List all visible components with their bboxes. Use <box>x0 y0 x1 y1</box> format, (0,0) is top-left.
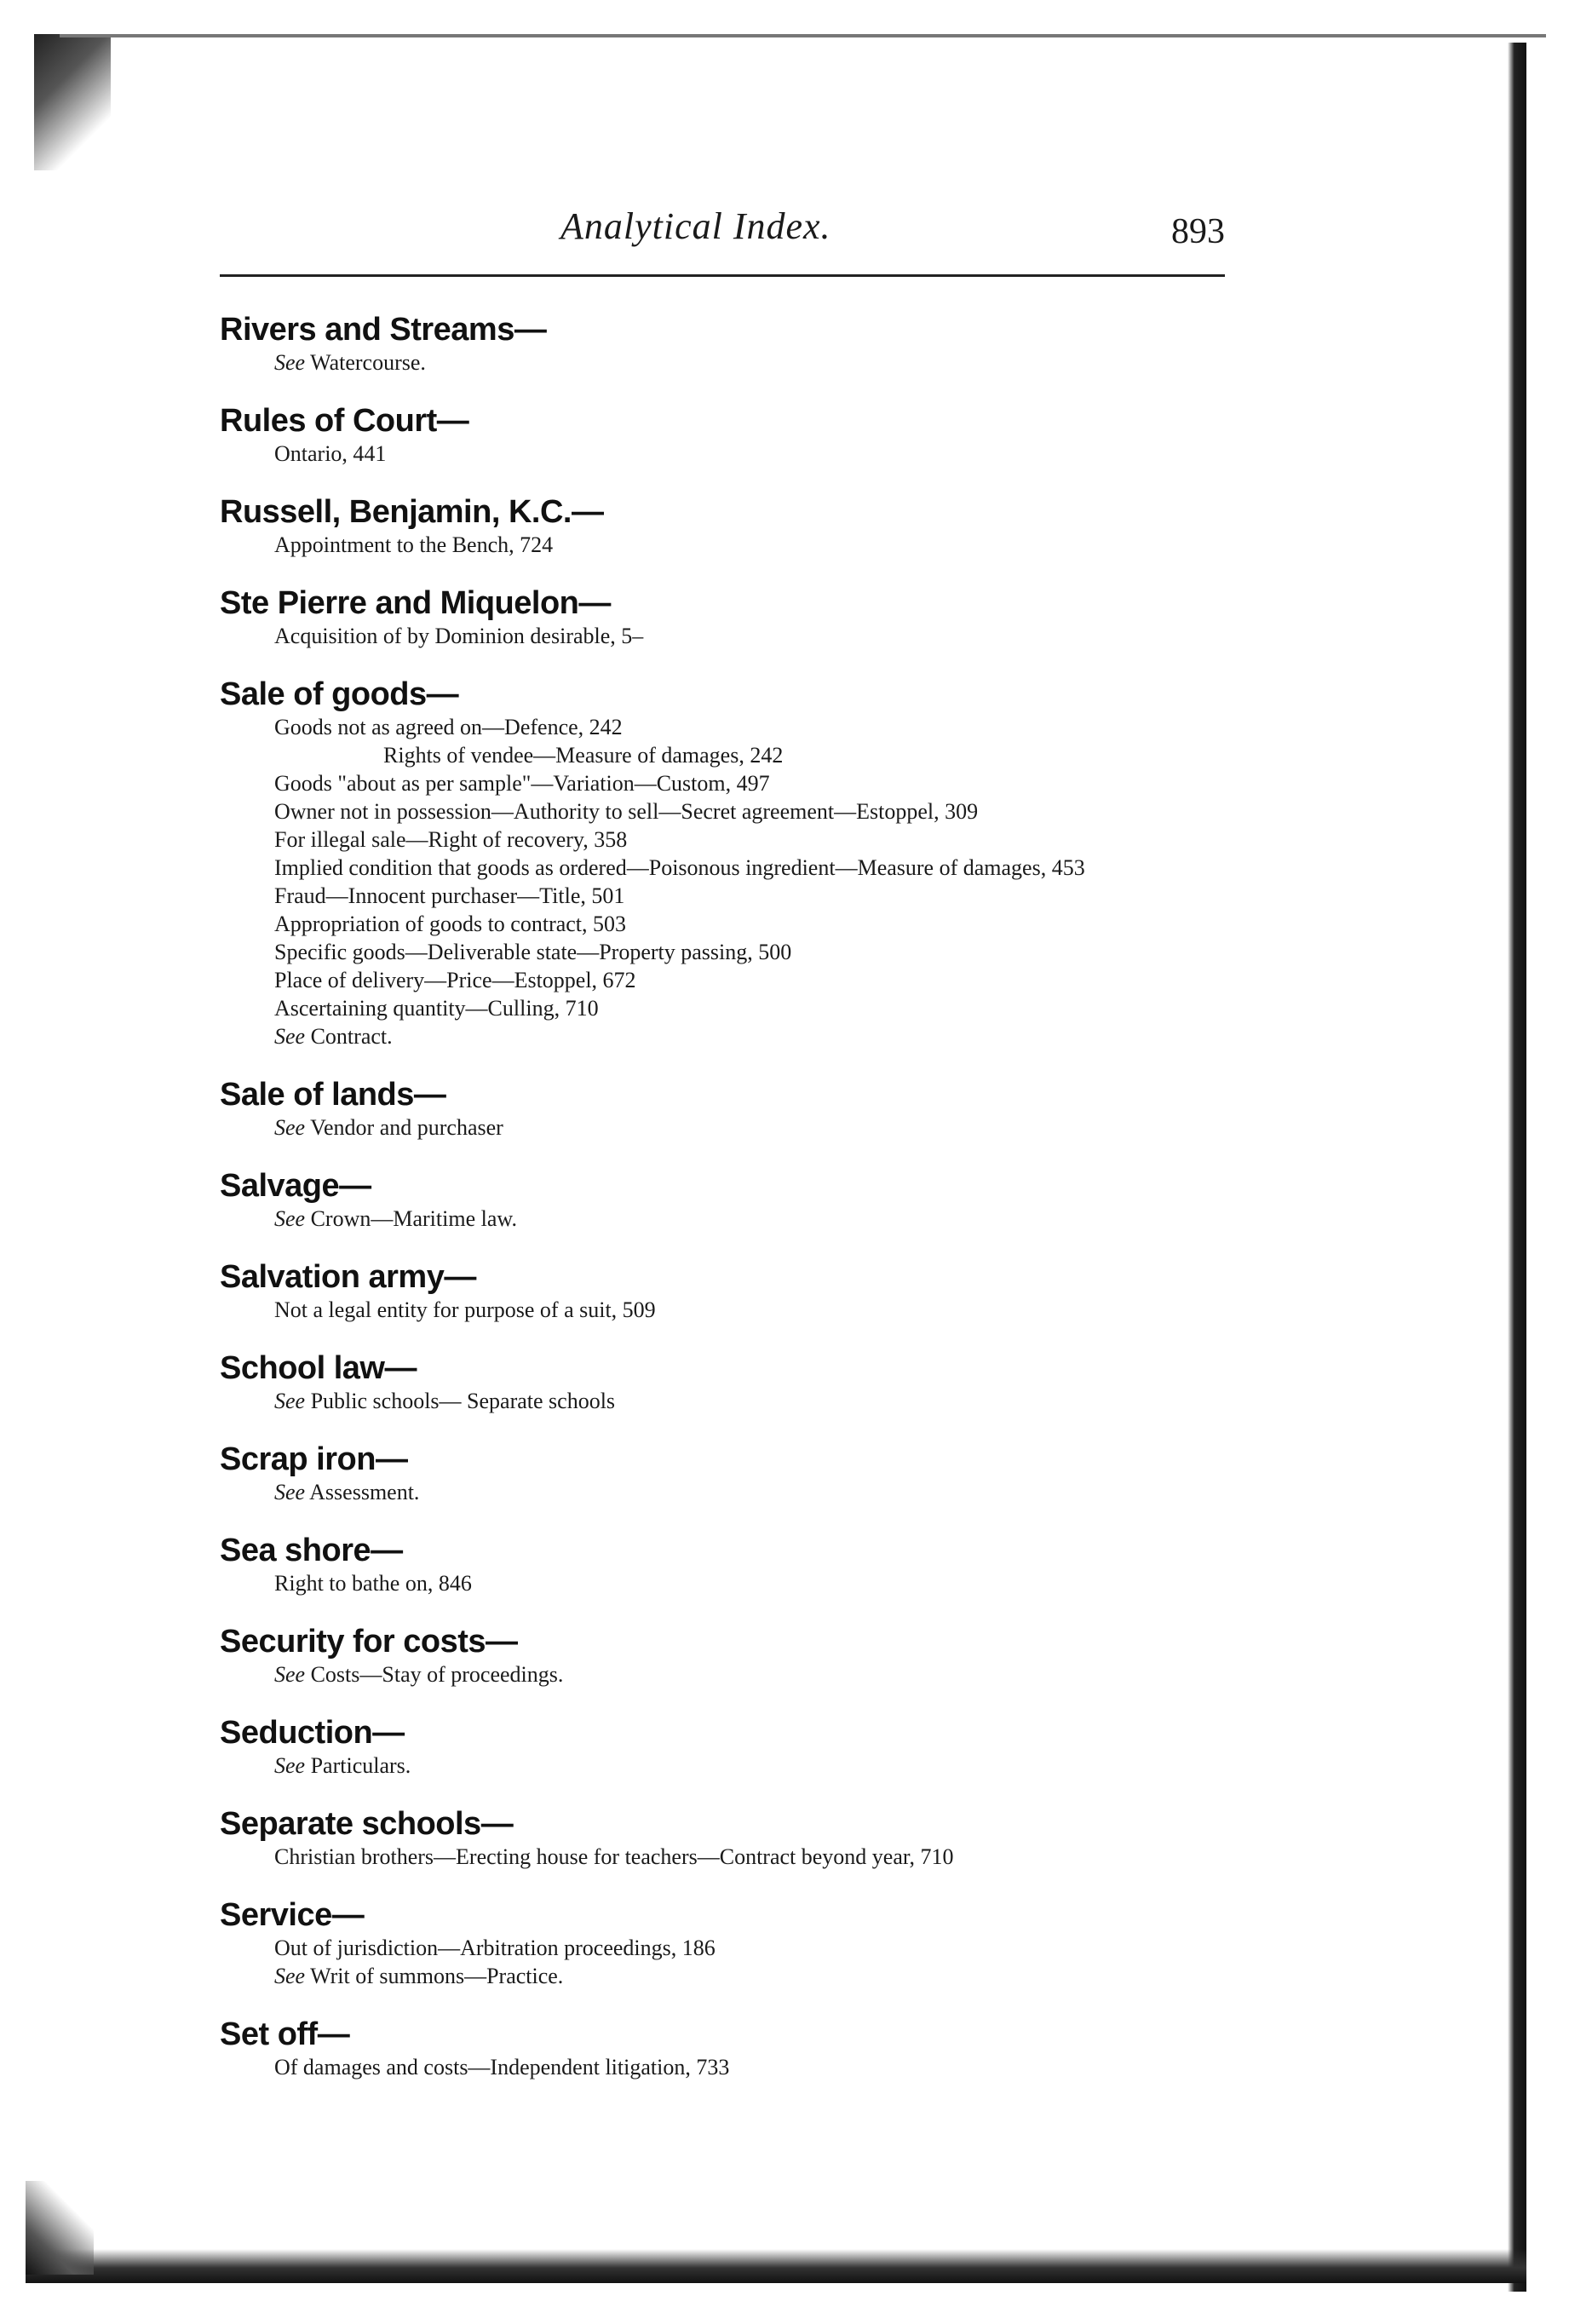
subline-text: Place of delivery—Price—Estoppel, 672 <box>274 968 636 992</box>
index-entry <box>220 1441 1242 1506</box>
entry-heading: Sale of lands— <box>220 1077 446 1113</box>
index-entry <box>220 1258 1242 1324</box>
subline-text: Ascertaining quantity—Culling, 710 <box>274 996 599 1021</box>
index-entry <box>220 676 1242 1050</box>
entry-subline <box>220 994 1242 1022</box>
subline-text: Costs—Stay of proceedings. <box>305 1662 564 1687</box>
entry-heading: Set off— <box>220 2016 350 2052</box>
see-reference-label: See <box>274 1206 306 1231</box>
subline-text: Specific goods—Deliverable state—Property passing, 500 <box>274 940 792 964</box>
entry-subline <box>220 1752 1242 1780</box>
running-head: Analytical Index. <box>560 205 831 247</box>
entry-subline <box>220 854 1242 882</box>
subline-text: Ontario, 441 <box>274 441 387 466</box>
entry-subline <box>220 1296 1242 1324</box>
see-reference-label: See <box>274 1480 306 1504</box>
entry-heading: Salvation army— <box>220 1259 476 1295</box>
subline-text: Out of jurisdiction—Arbitration proceedings, 186 <box>274 1936 716 1960</box>
see-reference-label: See <box>274 1024 306 1049</box>
index-entry <box>220 1349 1242 1415</box>
entry-subline <box>220 825 1242 854</box>
see-reference-label: See <box>274 350 306 375</box>
index-entry <box>220 1076 1242 1142</box>
subline-text: Appointment to the Bench, 724 <box>274 532 554 557</box>
subline-text: Implied condition that goods as ordered—Poisonous ingredient—Measure of damages, 453 <box>274 855 1085 880</box>
entry-subline <box>220 910 1242 938</box>
entry-subline <box>220 1387 1242 1415</box>
entry-subline <box>220 966 1242 994</box>
entry-heading: Ste Pierre and Miquelon— <box>220 585 611 621</box>
subline-text: Assessment. <box>305 1480 420 1504</box>
entry-heading: Russell, Benjamin, K.C.— <box>220 494 604 530</box>
see-reference-label: See <box>274 1389 306 1413</box>
entry-heading: Service— <box>220 1897 365 1933</box>
entry-subline <box>220 1934 1242 1962</box>
entry-heading: Rivers and Streams— <box>220 312 547 348</box>
index-entry <box>220 1532 1242 1597</box>
entry-subline <box>220 1569 1242 1597</box>
index-entry <box>220 1623 1242 1688</box>
subline-text: Public schools— Separate schools <box>305 1389 616 1413</box>
index-entries <box>220 311 1242 2107</box>
entry-heading: Seduction— <box>220 1715 405 1751</box>
index-entry <box>220 584 1242 650</box>
index-entry <box>220 311 1242 377</box>
entry-subline <box>220 797 1242 825</box>
subline-text: Not a legal entity for purpose of a suit, 509 <box>274 1297 656 1322</box>
see-reference-label: See <box>274 1662 306 1687</box>
entry-heading: Rules of Court— <box>220 403 469 439</box>
subline-text: Christian brothers—Erecting house for teachers—Contract beyond year, 710 <box>274 1844 954 1869</box>
entry-subline <box>220 531 1242 559</box>
index-entry <box>220 1167 1242 1233</box>
entry-subline <box>220 1205 1242 1233</box>
entry-subline <box>220 1660 1242 1688</box>
index-entry <box>220 1714 1242 1780</box>
entry-subline <box>220 713 1242 741</box>
subline-text: Vendor and purchaser <box>305 1115 503 1140</box>
subline-text: Owner not in possession—Authority to sell—Secret agreement—Estoppel, 309 <box>274 799 979 824</box>
index-entry <box>220 1805 1242 1871</box>
subline-text: Acquisition of by Dominion desirable, 5– <box>274 624 644 648</box>
subline-text: Watercourse. <box>305 350 426 375</box>
subline-text: Contract. <box>305 1024 393 1049</box>
subline-text: Of damages and costs—Independent litigation, 733 <box>274 2055 730 2080</box>
entry-subline <box>220 440 1242 468</box>
subline-text: For illegal sale—Right of recovery, 358 <box>274 827 628 852</box>
page-number: 893 <box>1171 212 1225 251</box>
entry-heading: Separate schools— <box>220 1806 514 1842</box>
entry-subline <box>220 938 1242 966</box>
subline-text: Rights of vendee—Measure of damages, 242 <box>383 743 784 768</box>
subline-text: Crown—Maritime law. <box>305 1206 517 1231</box>
see-reference-label: See <box>274 1115 306 1140</box>
entry-subline <box>220 1478 1242 1506</box>
header-rule <box>220 274 1225 277</box>
entry-subline <box>220 769 1242 797</box>
index-entry <box>220 493 1242 559</box>
entry-heading: Scrap iron— <box>220 1441 408 1477</box>
subline-text: Writ of summons—Practice. <box>305 1964 564 1988</box>
entry-heading: Sea shore— <box>220 1533 403 1568</box>
entry-subline <box>220 741 1242 769</box>
subline-text: Goods "about as per sample"—Variation—Custom, 497 <box>274 771 770 796</box>
see-reference-label: See <box>274 1753 306 1778</box>
entry-heading: School law— <box>220 1350 417 1386</box>
subline-text: Appropriation of goods to contract, 503 <box>274 912 627 936</box>
subline-text: Goods not as agreed on—Defence, 242 <box>274 715 623 739</box>
entry-heading: Salvage— <box>220 1168 371 1204</box>
entry-subline <box>220 1113 1242 1142</box>
index-entry <box>220 2016 1242 2081</box>
entry-subline <box>220 2053 1242 2081</box>
subline-text: Fraud—Innocent purchaser—Title, 501 <box>274 883 625 908</box>
index-entry <box>220 1896 1242 1990</box>
subline-text: Particulars. <box>305 1753 411 1778</box>
entry-subline <box>220 1022 1242 1050</box>
entry-heading: Security for costs— <box>220 1624 518 1660</box>
entry-subline <box>220 1843 1242 1871</box>
index-entry <box>220 402 1242 468</box>
entry-subline <box>220 1962 1242 1990</box>
page-header <box>220 204 1225 269</box>
entry-heading: Sale of goods— <box>220 676 459 712</box>
subline-text: Right to bathe on, 846 <box>274 1571 472 1596</box>
see-reference-label: See <box>274 1964 306 1988</box>
entry-subline <box>220 622 1242 650</box>
entry-subline <box>220 882 1242 910</box>
entry-subline <box>220 348 1242 377</box>
